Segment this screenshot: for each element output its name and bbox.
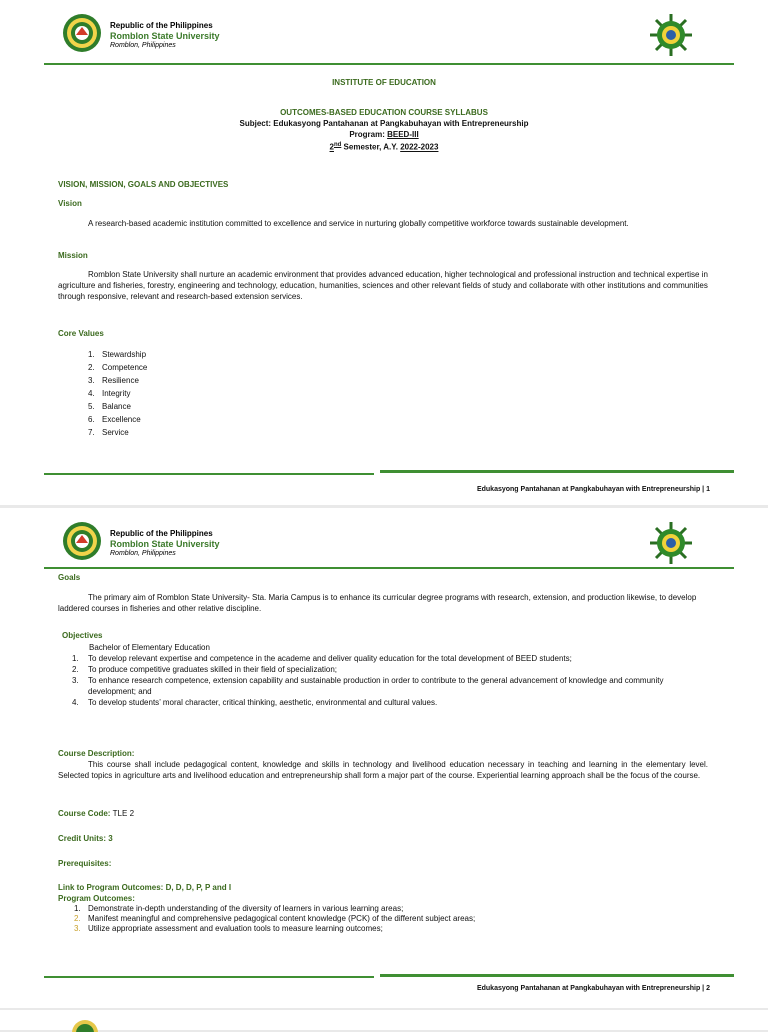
prerequisites: Prerequisites:	[58, 859, 112, 868]
core-values-heading: Core Values	[58, 329, 104, 338]
header-rule	[44, 567, 734, 569]
university-block	[110, 21, 220, 51]
program-line	[0, 129, 768, 140]
goals-heading: Goals	[58, 573, 81, 582]
document-page-1	[0, 0, 768, 505]
list-item: 7. Service	[88, 428, 129, 437]
university-block	[110, 529, 220, 559]
syllabus-title: OUTCOMES-BASED EDUCATION COURSE SYLLABUS	[280, 108, 488, 117]
university-seal-icon	[62, 13, 102, 53]
semester-number: 2	[329, 142, 334, 152]
page-number: 2	[706, 985, 710, 992]
course-description-text: This course shall include pedagogical content, knowledge and skills in technology and livelihood education necessary in teaching and learning in the elementary level. Selected topics in agriculture arts and livelihood education and entrepreneurship shall form a major part of the course. Experiential learning approach shall be the focus of the course.	[58, 760, 708, 780]
list-item: 2. Manifest meaningful and comprehensive pedagogical content knowledge (PCK) of the different subject areas;	[74, 914, 476, 923]
page-footer: Edukasyong Pantahanan at Pangkabuhayan with Entrepreneurship | 2	[476, 985, 710, 992]
vmgo-heading: VISION, MISSION, GOALS AND OBJECTIVES	[58, 180, 229, 189]
mission-text: Romblon State University shall nurture an academic environment that provides advanced education, higher technological and professional instruction and technical expertise in agriculture and fisheries, forestry, engineering and technology, education, humanities, sciences and other relevant fields of study and collaborate with other institutions and communities through responsive, relevant and research-based extension services.	[58, 270, 708, 301]
objectives-heading: Objectives	[62, 631, 103, 640]
page-number: 1	[706, 486, 710, 493]
page-footer: Edukasyong Pantahanan at Pangkabuhayan with Entrepreneurship | 1	[476, 486, 710, 493]
list-item: 1. Demonstrate in-depth understanding of the diversity of learners in various learning areas;	[74, 904, 404, 913]
footer-rule-right	[380, 974, 734, 977]
mission-heading: Mission	[58, 251, 88, 260]
university-location: Romblon, Philippines	[110, 550, 176, 557]
course-description-heading: Course Description:	[58, 749, 135, 758]
goals-text: The primary aim of Romblon State University- Sta. Maria Campus is to enhance its curricular degree programs with research, extension, and production likewise, to develop laddered courses in fisheries and other relative discipline.	[58, 593, 697, 613]
college-logo-icon	[648, 520, 694, 566]
course-code	[58, 808, 134, 819]
list-item: 6. Excellence	[88, 415, 141, 424]
institute-title: INSTITUTE OF EDUCATION	[332, 78, 436, 87]
footer-rule-right	[380, 470, 734, 473]
semester-label: Semester, A.Y.	[341, 142, 401, 152]
course-code-label: Course Code:	[58, 809, 113, 818]
university-location: Romblon, Philippines	[110, 42, 176, 49]
republic-label: Republic of the Philippines	[110, 21, 213, 30]
list-item: 4. To develop students’ moral character, critical thinking, aesthetic, environmental and cultural values.	[72, 698, 438, 707]
footer-subject: Edukasyong Pantahanan at Pangkabuhayan with Entrepreneurship	[476, 985, 701, 992]
footer-subject: Edukasyong Pantahanan at Pangkabuhayan with Entrepreneurship	[476, 486, 701, 493]
university-seal-icon	[70, 1018, 100, 1032]
list-item: 2. To produce competitive graduates skilled in their field of specialization;	[72, 665, 338, 674]
semester-suffix: nd	[333, 142, 342, 148]
vision-heading: Vision	[58, 199, 82, 208]
list-item: 1. Stewardship	[88, 350, 147, 359]
objectives-list	[72, 653, 710, 708]
semester-line	[0, 140, 768, 153]
vision-text: A research-based academic institution committed to excellence and service in nurturing globally competitive workforce towards sustainable development.	[88, 219, 629, 228]
core-values-list	[88, 348, 147, 439]
university-name: Romblon State University	[110, 539, 220, 549]
course-code-value: TLE 2	[112, 809, 135, 818]
objectives-program: Bachelor of Elementary Education	[89, 643, 210, 652]
college-logo-icon	[648, 12, 694, 58]
list-item: 3. To enhance research competence, extension capability and sustainable production in order to contribute to the general advancement of knowledge and community development; and	[72, 676, 664, 696]
program-outcomes-heading: Program Outcomes:	[58, 894, 135, 903]
footer-rule-left	[44, 473, 374, 475]
credit-units: Credit Units: 3	[58, 834, 113, 843]
program-label: Program:	[349, 130, 388, 139]
link-to-program-outcomes: Link to Program Outcomes: D, D, D, P, P and I	[58, 883, 232, 892]
footer-rule-left	[44, 976, 374, 978]
university-name: Romblon State University	[110, 31, 220, 41]
republic-label: Republic of the Philippines	[110, 529, 213, 538]
list-item: 3. Resilience	[88, 376, 139, 385]
header-rule	[44, 63, 734, 65]
university-seal-icon	[62, 521, 102, 561]
document-page-2	[0, 508, 768, 1008]
list-item: 1. To develop relevant expertise and competence in the academe and deliver quality education for the total development of BEED students;	[72, 654, 572, 663]
subject-line: Subject: Edukasyong Pantahanan at Pangkabuhayan with Entrepreneurship	[239, 119, 529, 128]
program-value: BEED-III	[387, 130, 419, 139]
document-page-3	[0, 1010, 768, 1030]
list-item: 2. Competence	[88, 363, 148, 372]
list-item: 4. Integrity	[88, 389, 131, 398]
academic-year: 2022-2023	[400, 142, 439, 152]
program-outcomes-list	[74, 904, 710, 934]
page-header	[0, 0, 768, 70]
list-item: 3. Utilize appropriate assessment and evaluation tools to measure learning outcomes;	[74, 924, 383, 933]
list-item: 5. Balance	[88, 402, 131, 411]
